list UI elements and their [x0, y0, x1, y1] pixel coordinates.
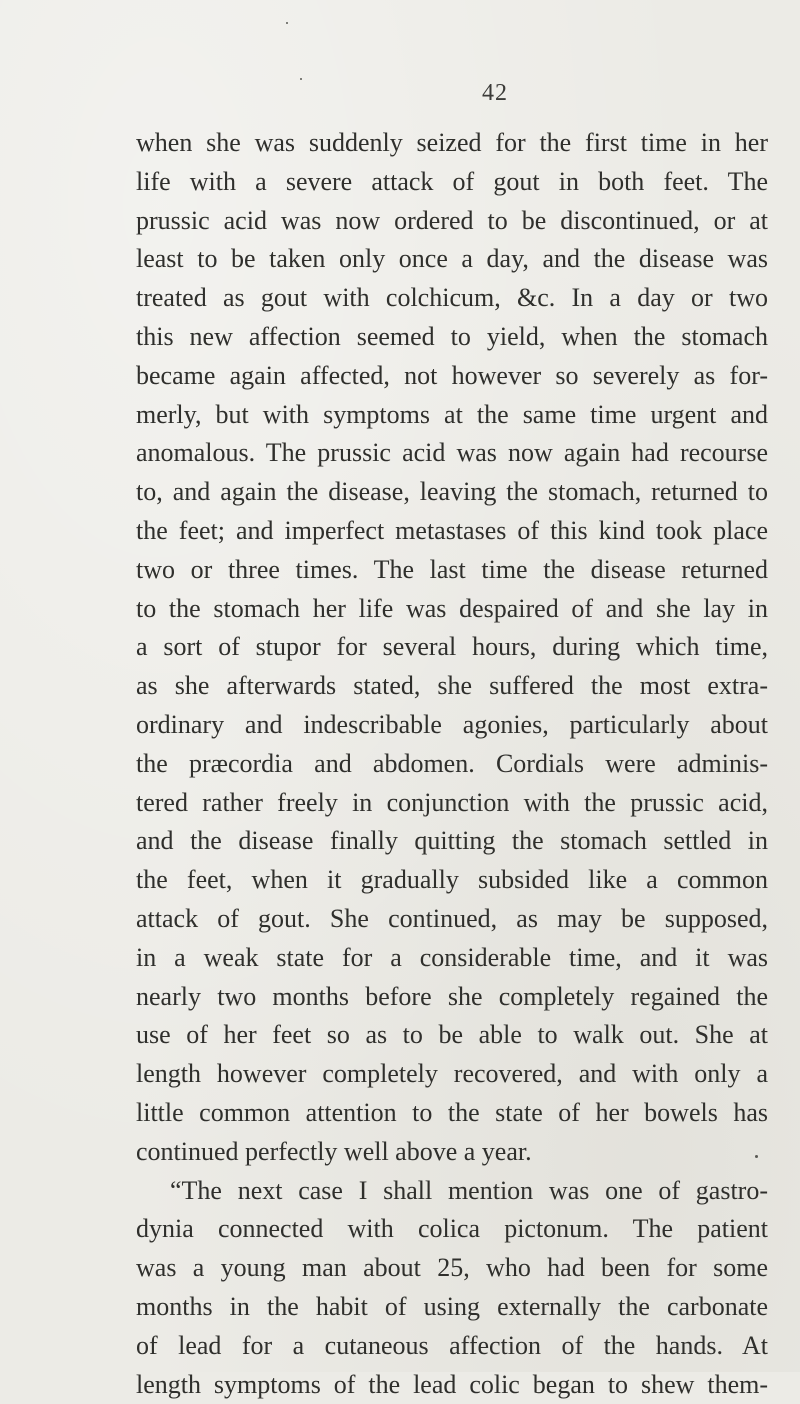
- paper-speck: [300, 78, 302, 80]
- text-line: to, and again the disease, leaving the stomach, returned to: [136, 473, 768, 512]
- text-line: merly, but with symptoms at the same time urgent and: [136, 396, 768, 435]
- body-text: [136, 124, 768, 1404]
- text-line: this new affection seemed to yield, when the stomach: [136, 318, 768, 357]
- text-line: dynia connected with colica pictonum. The patient: [136, 1210, 768, 1249]
- text-line: treated as gout with colchicum, &c. In a day or two: [136, 279, 768, 318]
- text-line: months in the habit of using externally the carbonate: [136, 1288, 768, 1327]
- text-line: attack of gout. She continued, as may be supposed,: [136, 900, 768, 939]
- page-number: 42: [482, 80, 508, 107]
- text-line: became again affected, not however so severely as for-: [136, 357, 768, 396]
- text-line: continued perfectly well above a year.: [136, 1133, 768, 1172]
- text-line: prussic acid was now ordered to be discontinued, or at: [136, 202, 768, 241]
- text-line: the feet, when it gradually subsided like a common: [136, 861, 768, 900]
- text-line: least to be taken only once a day, and the disease was: [136, 240, 768, 279]
- text-line: and the disease finally quitting the stomach settled in: [136, 822, 768, 861]
- text-line: the præcordia and abdomen. Cordials were adminis-: [136, 745, 768, 784]
- text-line: tered rather freely in conjunction with the prussic acid,: [136, 784, 768, 823]
- text-line: when she was suddenly seized for the first time in her: [136, 124, 768, 163]
- text-line: was a young man about 25, who had been for some: [136, 1249, 768, 1288]
- text-line: to the stomach her life was despaired of and she lay in: [136, 590, 768, 629]
- text-line: length however completely recovered, and with only a: [136, 1055, 768, 1094]
- paper-speck: [755, 1155, 758, 1158]
- text-line: as she afterwards stated, she suffered the most extra-: [136, 667, 768, 706]
- paper-speck: [286, 22, 288, 24]
- text-line: life with a severe attack of gout in both feet. The: [136, 163, 768, 202]
- text-line: little common attention to the state of her bowels has: [136, 1094, 768, 1133]
- text-line: nearly two months before she completely regained the: [136, 978, 768, 1017]
- text-line: use of her feet so as to be able to walk out. She at: [136, 1016, 768, 1055]
- text-line: two or three times. The last time the disease returned: [136, 551, 768, 590]
- text-line: length symptoms of the lead colic began to shew them-: [136, 1366, 768, 1404]
- text-line: anomalous. The prussic acid was now again had recourse: [136, 434, 768, 473]
- text-line: ordinary and indescribable agonies, particularly about: [136, 706, 768, 745]
- text-line: in a weak state for a considerable time, and it was: [136, 939, 768, 978]
- text-line: a sort of stupor for several hours, during which time,: [136, 628, 768, 667]
- text-line: of lead for a cutaneous affection of the hands. At: [136, 1327, 768, 1366]
- text-line: the feet; and imperfect metastases of this kind took place: [136, 512, 768, 551]
- text-line: “The next case I shall mention was one of gastro-: [136, 1172, 768, 1211]
